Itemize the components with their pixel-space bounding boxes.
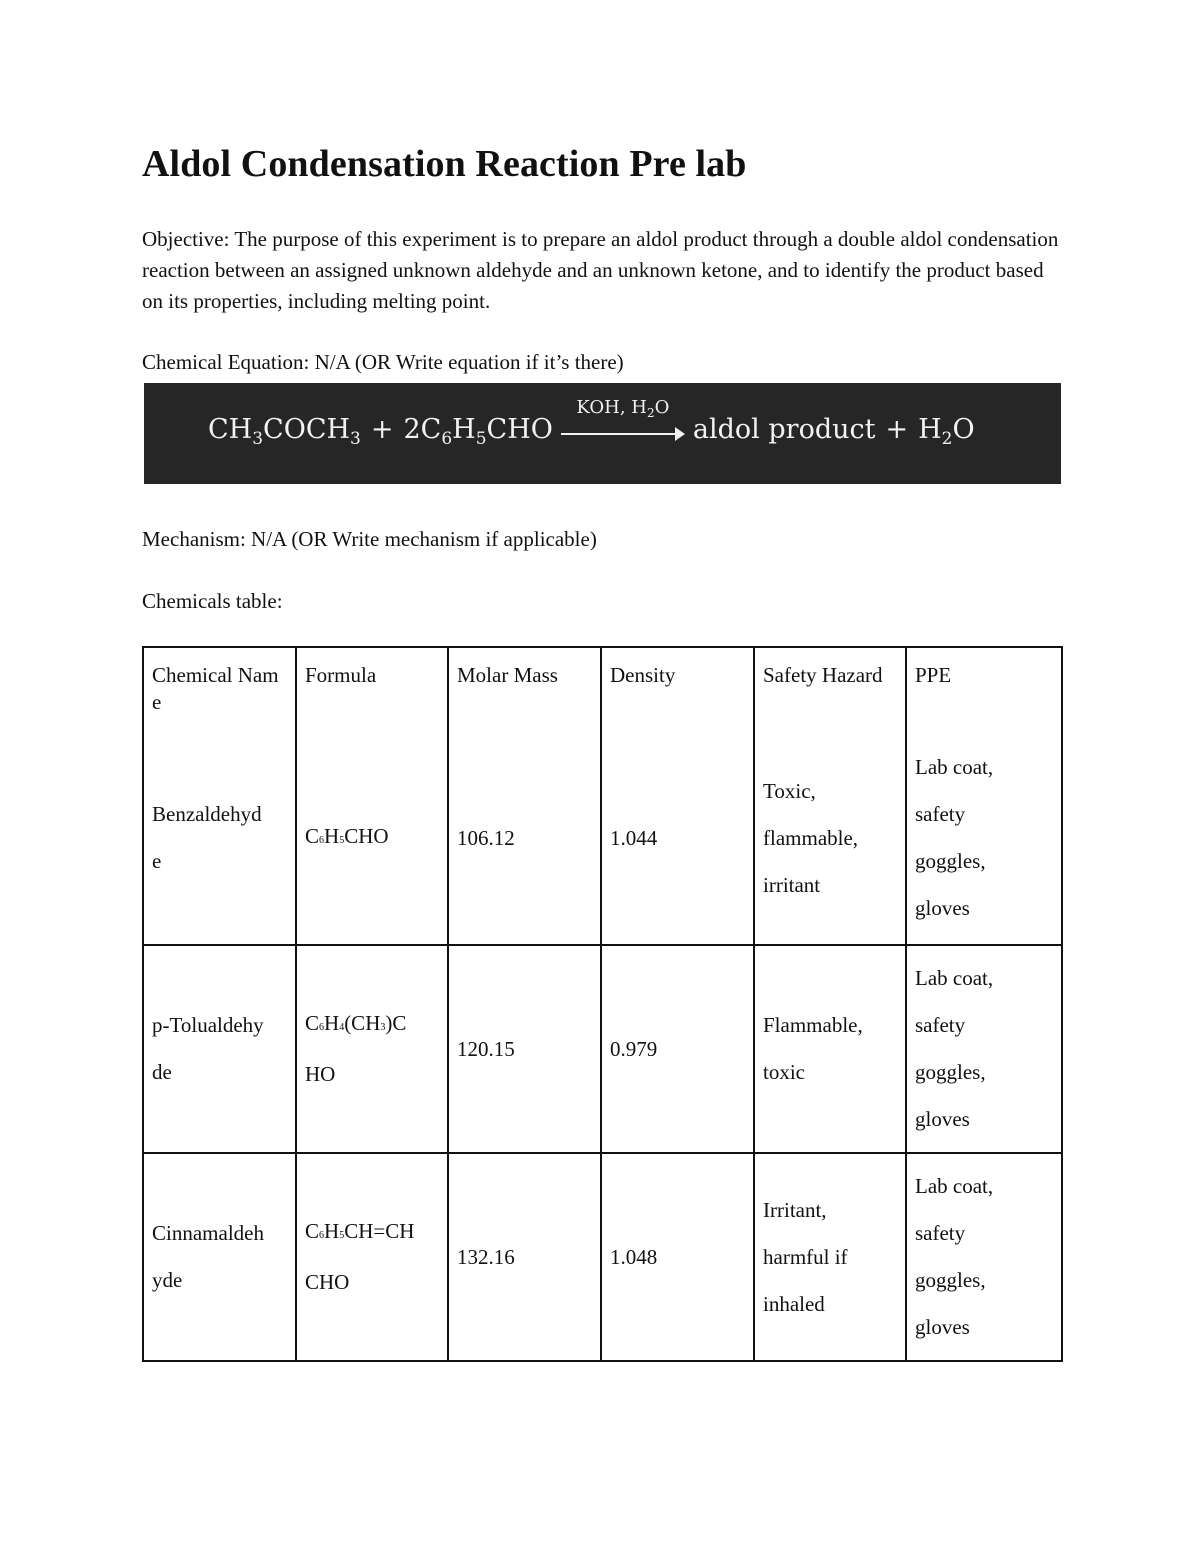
- table-row: [143, 732, 1062, 945]
- page-title: Aldol Condensation Reaction Pre lab: [142, 143, 747, 185]
- cell-density: 0.979: [601, 945, 754, 1153]
- cell-safety-hazard: Irritant, harmful if inhaled: [754, 1153, 906, 1361]
- cell-density: 1.048: [601, 1153, 754, 1361]
- table-row: [143, 945, 1062, 1153]
- product-aldol: aldol product: [692, 414, 876, 445]
- table-label: Chemicals table:: [142, 589, 283, 613]
- header-ppe: PPE: [906, 647, 1062, 732]
- chemical-equation-box: [144, 383, 1061, 484]
- cell-chemical-name: p-Tolualdehy de: [143, 945, 296, 1153]
- cell-density: 1.044: [601, 732, 754, 945]
- cell-formula: C6H4(CH3)C HO: [296, 945, 448, 1153]
- cell-formula: C6H5CHO: [296, 732, 448, 945]
- header-formula: Formula: [296, 647, 448, 732]
- reactant-benzaldehyde: $2C_6H_5CHO$: [403, 414, 553, 449]
- table-header-row: [143, 647, 1062, 732]
- plus-sign: +: [370, 414, 394, 445]
- objective-text: Objective: The purpose of this experiment is to prepare an aldol product through a double aldol condensation reaction between an assigned unknown aldehyde and an unknown ketone, and to identify the product based on its properties, including melting point.: [142, 227, 1059, 313]
- header-molar-mass: Molar Mass: [448, 647, 601, 732]
- cell-chemical-name: Benzaldehyd e: [143, 732, 296, 945]
- reaction-condition: KOH, $H_2O$: [576, 397, 670, 420]
- cell-molar-mass: 106.12: [448, 732, 601, 945]
- plus-sign-2: +: [885, 414, 909, 445]
- cell-safety-hazard: Flammable, toxic: [754, 945, 906, 1153]
- header-chemical-name: Chemical Name: [143, 647, 296, 732]
- mechanism-label: Mechanism: N/A (OR Write mechanism if applicable): [142, 527, 597, 551]
- header-safety-hazard: Safety Hazard: [754, 647, 906, 732]
- header-density: Density: [601, 647, 754, 732]
- reactant-acetone: $CH_3COCH_3$: [208, 414, 361, 449]
- cell-safety-hazard: Toxic, flammable, irritant: [754, 732, 906, 945]
- reaction-arrow: [561, 397, 685, 445]
- arrow-head-icon: [675, 427, 685, 441]
- table-row: [143, 1153, 1062, 1361]
- cell-ppe: Lab coat, safety goggles, gloves: [906, 732, 1062, 945]
- cell-ppe: Lab coat, safety goggles, gloves: [906, 945, 1062, 1153]
- cell-molar-mass: 132.16: [448, 1153, 601, 1361]
- chemical-equation: [208, 397, 975, 449]
- cell-molar-mass: 120.15: [448, 945, 601, 1153]
- chemicals-table: [142, 646, 1063, 1362]
- cell-ppe: Lab coat, safety goggles, gloves: [906, 1153, 1062, 1361]
- cell-formula: C6H5CH=CH CHO: [296, 1153, 448, 1361]
- equation-label: Chemical Equation: N/A (OR Write equation if it’s there): [142, 350, 624, 374]
- arrow-shaft: [561, 433, 681, 435]
- cell-chemical-name: Cinnamaldeh yde: [143, 1153, 296, 1361]
- product-water: $H_2O$: [918, 414, 975, 449]
